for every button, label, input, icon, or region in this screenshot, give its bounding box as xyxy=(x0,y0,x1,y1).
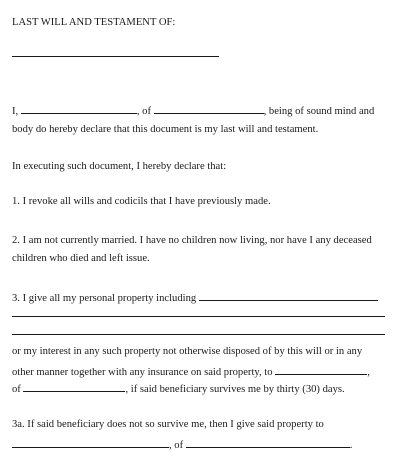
item-3a-end: . xyxy=(349,440,353,451)
property-blank-line-3[interactable] xyxy=(12,334,385,335)
item-3a-line-1: 3a. If said beneficiary does not so survive me, then I give said property to xyxy=(12,419,324,430)
intro-line-2: body do hereby declare that this document is my last will and testament. xyxy=(12,124,319,135)
alternate-location-blank[interactable] xyxy=(186,437,350,448)
insurance-text: other manner together with any insurance on said property, to xyxy=(12,367,273,378)
item-3-line-1 xyxy=(12,290,378,305)
name-blank[interactable] xyxy=(21,103,137,114)
item-3-interest: or my interest in any such property not otherwise disposed of by this will or in any xyxy=(12,346,363,357)
item-3-survives xyxy=(12,381,345,396)
item-1: 1. I revoke all wills and codicils that I have previously made. xyxy=(12,196,271,207)
intro-of-text: , of xyxy=(136,106,151,117)
insurance-comma: , xyxy=(367,367,370,378)
item-3-text: 3. I give all my personal property including xyxy=(12,293,197,304)
intro-i-text: I, xyxy=(12,106,19,117)
document-title: LAST WILL AND TESTAMENT OF: xyxy=(12,17,176,28)
alternate-beneficiary-blank[interactable] xyxy=(12,437,169,448)
property-blank-line-2[interactable] xyxy=(12,316,385,317)
item-2-line-2: children who died and left issue. xyxy=(12,253,150,264)
beneficiary-location-blank[interactable] xyxy=(23,381,125,392)
survives-text: , if said beneficiary survives me by thirty (30) days. xyxy=(125,384,345,395)
intro-sound-mind-text: , being of sound mind and xyxy=(263,106,375,117)
intro-line-1 xyxy=(12,103,374,118)
item-3a-of-text: , of xyxy=(169,440,184,451)
personal-property-blank[interactable] xyxy=(199,290,378,301)
location-blank[interactable] xyxy=(154,103,264,114)
item-2-line-1: 2. I am not currently married. I have no children now living, nor have I any deceased xyxy=(12,235,372,246)
executing-statement: In executing such document, I hereby declare that: xyxy=(12,161,227,172)
item-3a-line-2 xyxy=(12,437,352,452)
testator-name-blank[interactable] xyxy=(12,56,219,57)
item-3-insurance xyxy=(12,364,370,379)
of-text: of xyxy=(12,384,21,395)
beneficiary-blank[interactable] xyxy=(275,364,367,375)
